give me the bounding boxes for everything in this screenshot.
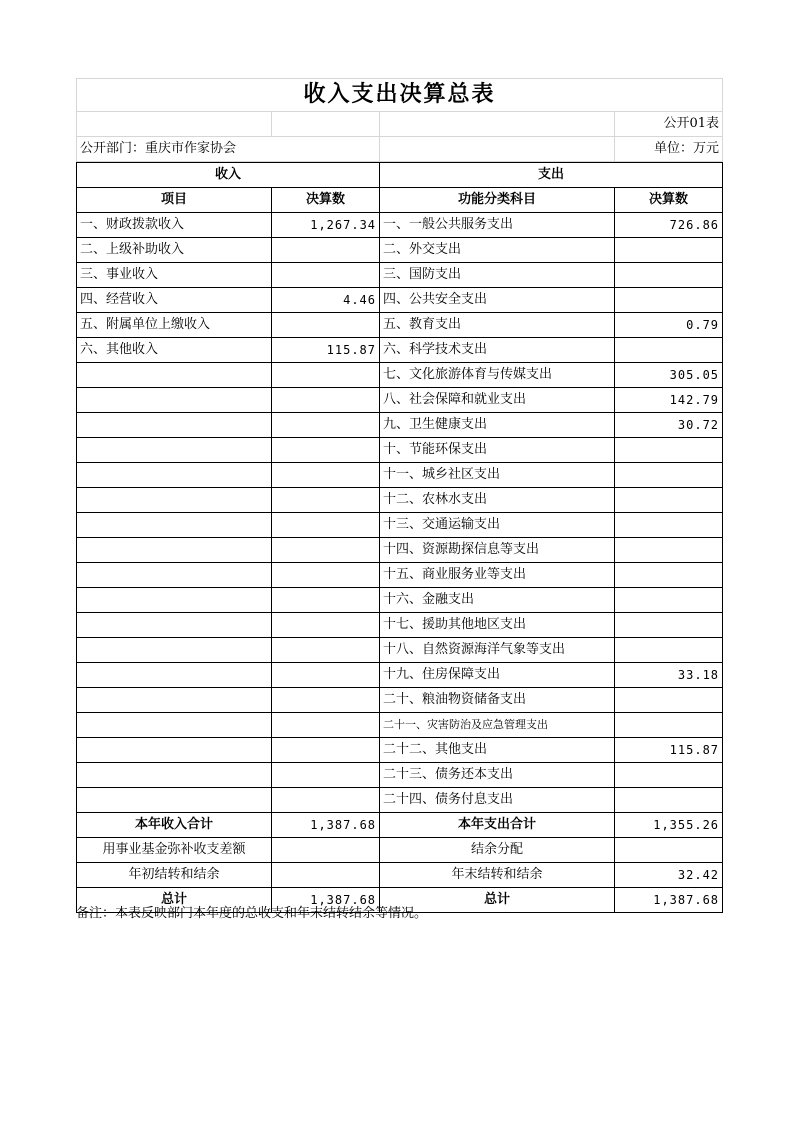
income-item-value: 4.46: [272, 288, 380, 313]
income-item-label: [77, 588, 272, 613]
income-total-label: 本年收入合计: [77, 813, 272, 838]
expense-item-value: [615, 463, 723, 488]
expense-item-value: [615, 788, 723, 813]
expense-item-value: [615, 513, 723, 538]
blank-cell: [380, 112, 615, 137]
expense-item-label: 二十三、债务还本支出: [380, 763, 615, 788]
income-item-label: [77, 763, 272, 788]
expense-item-label: 四、公共安全支出: [380, 288, 615, 313]
expense-total-label: 本年支出合计: [380, 813, 615, 838]
table-row: [77, 213, 723, 238]
table-row: [77, 338, 723, 363]
expense-item-value: 305.05: [615, 363, 723, 388]
income-item-label: [77, 638, 272, 663]
expense-item-value: 33.18: [615, 663, 723, 688]
expense-item-value: 30.72: [615, 413, 723, 438]
beginning-balance-label: 年初结转和结余: [77, 863, 272, 888]
table-row: [77, 363, 723, 388]
report-sheet: [76, 78, 722, 913]
income-item-value: [272, 663, 380, 688]
fund-value: [272, 838, 380, 863]
amount-header-2: 决算数: [615, 188, 723, 213]
income-item-label: [77, 788, 272, 813]
table-row: [77, 488, 723, 513]
income-item-label: [77, 488, 272, 513]
income-item-value: [272, 688, 380, 713]
income-item-value: [272, 763, 380, 788]
expense-item-label: 八、社会保障和就业支出: [380, 388, 615, 413]
expense-item-label: 九、卫生健康支出: [380, 413, 615, 438]
table-row: [77, 738, 723, 763]
income-item-label: [77, 688, 272, 713]
table-row: [77, 438, 723, 463]
report-header-table: [76, 78, 723, 162]
expense-item-label: 六、科学技术支出: [380, 338, 615, 363]
income-item-value: [272, 488, 380, 513]
surplus-distribution-label: 结余分配: [380, 838, 615, 863]
income-item-value: [272, 563, 380, 588]
expense-item-value: [615, 563, 723, 588]
table-row: [77, 313, 723, 338]
expense-total-value: 1,355.26: [615, 813, 723, 838]
expense-item-label: 十六、金融支出: [380, 588, 615, 613]
expense-item-value: 142.79: [615, 388, 723, 413]
expense-item-value: [615, 713, 723, 738]
table-row: [77, 413, 723, 438]
table-row: [77, 288, 723, 313]
expense-item-value: [615, 588, 723, 613]
function-item-header: 功能分类科目: [380, 188, 615, 213]
expense-item-value: 0.79: [615, 313, 723, 338]
income-item-label: [77, 363, 272, 388]
income-item-value: [272, 438, 380, 463]
table-row: [77, 238, 723, 263]
table-row: [77, 763, 723, 788]
income-item-value: [272, 538, 380, 563]
table-row: [77, 463, 723, 488]
unit-label: 单位：万元: [615, 137, 723, 162]
income-item-label: 二、上级补助收入: [77, 238, 272, 263]
report-title: 收入支出决算总表: [77, 79, 723, 112]
income-item-label: 五、附属单位上缴收入: [77, 313, 272, 338]
expense-item-label: 二十四、债务付息支出: [380, 788, 615, 813]
expense-item-value: [615, 763, 723, 788]
table-row: [77, 713, 723, 738]
income-item-value: [272, 738, 380, 763]
income-expense-table: [76, 162, 723, 913]
expense-item-label: 五、教育支出: [380, 313, 615, 338]
expense-item-label: 一、一般公共服务支出: [380, 213, 615, 238]
expense-item-value: [615, 488, 723, 513]
expense-item-value: [615, 638, 723, 663]
expense-item-label: 十二、农林水支出: [380, 488, 615, 513]
expense-item-label: 十七、援助其他地区支出: [380, 613, 615, 638]
expense-item-label: 二十、粮油物资储备支出: [380, 688, 615, 713]
expense-item-value: [615, 288, 723, 313]
income-item-label: [77, 538, 272, 563]
ending-balance-label: 年末结转和结余: [380, 863, 615, 888]
income-item-value: 1,267.34: [272, 213, 380, 238]
income-item-value: [272, 788, 380, 813]
income-header: 收入: [77, 163, 380, 188]
table-row: [77, 688, 723, 713]
income-item-value: [272, 363, 380, 388]
income-item-value: [272, 638, 380, 663]
beginning-balance-value: [272, 863, 380, 888]
expense-item-value: [615, 538, 723, 563]
blank-cell: [380, 137, 615, 162]
report-note: 备注：本表反映部门本年度的总收支和年末结转结余等情况。: [76, 906, 428, 921]
income-item-label: [77, 663, 272, 688]
expense-item-label: 十八、自然资源海洋气象等支出: [380, 638, 615, 663]
amount-header: 决算数: [272, 188, 380, 213]
table-row: [77, 563, 723, 588]
income-item-value: [272, 388, 380, 413]
income-total-value: 1,387.68: [272, 813, 380, 838]
income-item-label: [77, 513, 272, 538]
income-item-label: [77, 738, 272, 763]
income-item-label: [77, 388, 272, 413]
table-row: [77, 788, 723, 813]
table-row: [77, 388, 723, 413]
expense-item-value: 115.87: [615, 738, 723, 763]
expense-item-value: [615, 263, 723, 288]
blank-cell: [77, 112, 272, 137]
income-item-value: [272, 463, 380, 488]
expense-item-label: 十、节能环保支出: [380, 438, 615, 463]
item-header: 项目: [77, 188, 272, 213]
income-item-label: [77, 613, 272, 638]
income-item-label: [77, 413, 272, 438]
expense-item-value: [615, 688, 723, 713]
expense-item-label: 十三、交通运输支出: [380, 513, 615, 538]
grand-total-label-expense: 总计: [380, 888, 615, 913]
grand-total-expense: 1,387.68: [615, 888, 723, 913]
income-item-value: [272, 513, 380, 538]
income-item-value: [272, 313, 380, 338]
income-item-label: [77, 563, 272, 588]
table-row: [77, 588, 723, 613]
expense-item-value: [615, 438, 723, 463]
income-item-label: 一、财政拨款收入: [77, 213, 272, 238]
income-item-value: [272, 713, 380, 738]
expense-item-value: [615, 238, 723, 263]
surplus-distribution-value: [615, 838, 723, 863]
income-item-value: [272, 613, 380, 638]
expense-item-label: 二、外交支出: [380, 238, 615, 263]
grand-total-label-income: 总计: [77, 888, 272, 913]
expense-item-label: 七、文化旅游体育与传媒支出: [380, 363, 615, 388]
expense-item-label: 三、国防支出: [380, 263, 615, 288]
income-item-label: 四、经营收入: [77, 288, 272, 313]
expense-item-value: [615, 613, 723, 638]
income-item-value: 115.87: [272, 338, 380, 363]
table-row: [77, 538, 723, 563]
expense-header: 支出: [380, 163, 723, 188]
expense-item-label: 十四、资源勘探信息等支出: [380, 538, 615, 563]
expense-item-label: 十九、住房保障支出: [380, 663, 615, 688]
blank-cell: [272, 112, 380, 137]
income-item-label: 三、事业收入: [77, 263, 272, 288]
income-item-label: 六、其他收入: [77, 338, 272, 363]
income-item-value: [272, 588, 380, 613]
income-item-value: [272, 413, 380, 438]
table-row: [77, 663, 723, 688]
table-row: [77, 513, 723, 538]
expense-item-label: 二十二、其他支出: [380, 738, 615, 763]
expense-item-label: 二十一、灾害防治及应急管理支出: [380, 713, 615, 738]
ending-balance-value: 32.42: [615, 863, 723, 888]
grand-total-income: 1,387.68: [272, 888, 380, 913]
income-item-label: [77, 463, 272, 488]
form-number: 公开01表: [615, 112, 723, 137]
table-row: [77, 613, 723, 638]
fund-label: 用事业基金弥补收支差额: [77, 838, 272, 863]
expense-item-label: 十五、商业服务业等支出: [380, 563, 615, 588]
income-item-value: [272, 263, 380, 288]
table-row: [77, 263, 723, 288]
expense-item-value: 726.86: [615, 213, 723, 238]
income-item-label: [77, 713, 272, 738]
income-item-label: [77, 438, 272, 463]
department-label: 公开部门：重庆市作家协会: [77, 137, 380, 162]
expense-item-value: [615, 338, 723, 363]
expense-item-label: 十一、城乡社区支出: [380, 463, 615, 488]
table-row: [77, 638, 723, 663]
income-item-value: [272, 238, 380, 263]
